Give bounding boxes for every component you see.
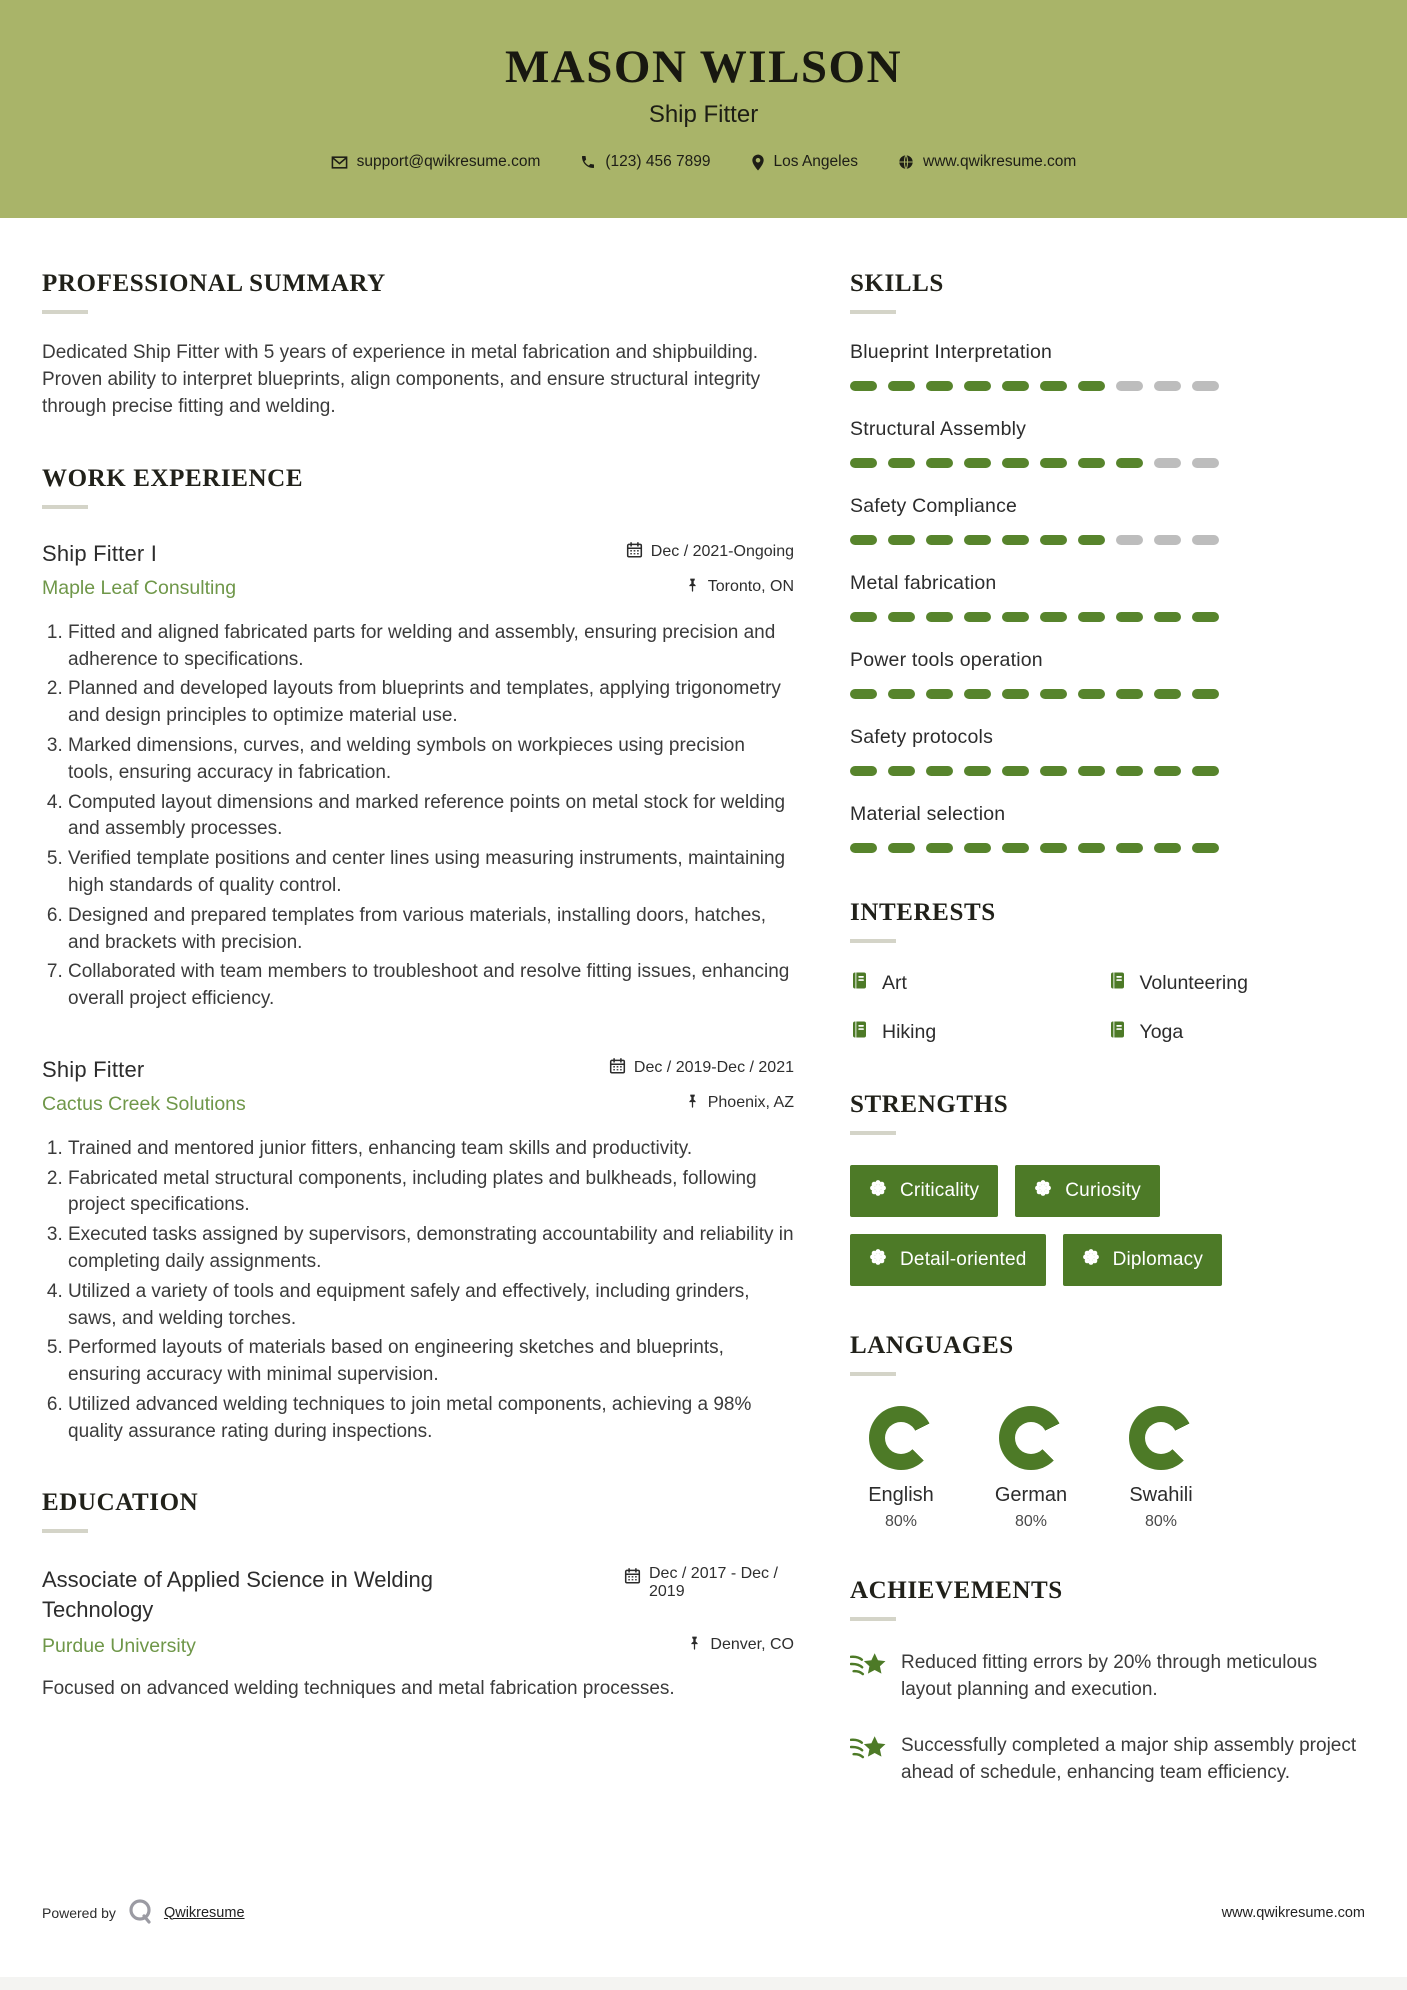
skill-level-dash	[964, 535, 991, 545]
powered-by	[42, 1897, 245, 1928]
job-date	[626, 541, 794, 563]
skill-level-dash	[1040, 458, 1067, 468]
shooting-star-icon	[850, 1732, 887, 1765]
job-title: Ship Fitter	[42, 1056, 145, 1082]
languages-heading: LANGUAGES	[850, 1332, 1014, 1359]
heading-underline	[850, 1617, 896, 1621]
job-bullet: 5. Performed layouts of materials based on engineering sketches and blueprints, ensuring accuracy with minimal supervision.	[68, 1335, 794, 1389]
skill-label: Blueprint Interpretation	[850, 341, 1053, 363]
skill-level-dash	[1078, 612, 1105, 622]
job-bullet: 3. Executed tasks assigned by supervisors, demonstrating accountability and reliability in completing daily assignments.	[68, 1222, 794, 1276]
skill-level-dash	[1116, 612, 1143, 622]
book-icon	[850, 971, 869, 996]
skill-level-dash	[1078, 843, 1105, 853]
skill-level-dash	[850, 766, 877, 776]
job-entry	[42, 1057, 794, 1446]
skill-level-dash	[1002, 458, 1029, 468]
contact-phone-text: (123) 456 7899	[605, 153, 711, 170]
skill-level-dash	[964, 766, 991, 776]
job-bullet: 2. Planned and developed layouts from blueprints and templates, applying trigonometry and design principles to optimize material use.	[68, 676, 794, 730]
qwikresume-logo-icon	[126, 1897, 154, 1928]
job-bullet: 3. Marked dimensions, curves, and welding symbols on workpieces using precision tools, ensuring accuracy in fabrication.	[68, 733, 794, 787]
flower-icon	[1082, 1248, 1100, 1272]
skill-level-dash	[850, 381, 877, 391]
language-percent: 80%	[884, 1513, 918, 1530]
skill-level-dash	[926, 766, 953, 776]
job-bullet: 1. Fitted and aligned fabricated parts for welding and assembly, ensuring precision and adherence to specifications.	[68, 620, 794, 674]
skill-label: Structural Assembly	[850, 418, 1027, 440]
skill-level-bar	[850, 612, 1365, 622]
achievements-heading: ACHIEVEMENTS	[850, 1577, 1063, 1604]
skill-level-dash	[888, 458, 915, 468]
job-bullet: 5. Verified template positions and center lines using measuring instruments, maintaining high standards of quality control.	[68, 846, 794, 900]
education-location-text: Denver, CO	[710, 1636, 794, 1654]
interest-label: Art	[882, 972, 907, 994]
flower-icon	[869, 1179, 887, 1203]
header	[0, 0, 1407, 218]
skill-label: Safety protocols	[850, 726, 994, 748]
skill-level-bar	[850, 766, 1365, 776]
skill-level-dash	[888, 381, 915, 391]
skill-level-dash	[1078, 535, 1105, 545]
skill-level-dash	[1192, 612, 1219, 622]
skill-level-bar	[850, 843, 1365, 853]
skill-level-dash	[964, 381, 991, 391]
skill-level-dash	[1192, 766, 1219, 776]
skill-item	[850, 341, 1365, 391]
person-name: MASON WILSON	[504, 41, 903, 93]
book-icon	[1108, 1020, 1127, 1045]
language-item	[1110, 1406, 1212, 1531]
job-company: Maple Leaf Consulting	[42, 576, 237, 599]
content	[0, 270, 1407, 1786]
skill-level-dash	[1002, 843, 1029, 853]
heading-underline	[850, 310, 896, 314]
contact-location	[751, 153, 858, 171]
skill-level-dash	[964, 612, 991, 622]
skill-level-bar	[850, 535, 1365, 545]
skill-label: Power tools operation	[850, 649, 1043, 671]
calendar-icon	[624, 1565, 641, 1589]
calendar-icon	[609, 1057, 626, 1079]
skill-level-dash	[850, 458, 877, 468]
skill-level-dash	[1040, 843, 1067, 853]
skill-level-dash	[1192, 458, 1219, 468]
interests-grid	[850, 971, 1365, 1045]
email-icon	[331, 154, 348, 171]
job-date-text: Dec / 2019-Dec / 2021	[633, 1058, 794, 1076]
skill-level-dash	[1002, 689, 1029, 699]
skill-level-dash	[1116, 381, 1143, 391]
shooting-star-icon	[850, 1649, 887, 1682]
job-location-text: Phoenix, AZ	[707, 1094, 794, 1112]
education-heading: EDUCATION	[42, 1489, 199, 1517]
pushpin-icon	[687, 1635, 702, 1656]
skill-level-bar	[850, 689, 1365, 699]
skill-level-dash	[926, 689, 953, 699]
heading-underline	[42, 1529, 88, 1533]
strength-badge	[1063, 1234, 1223, 1286]
achievement-text: Successfully completed a major ship assembly project ahead of schedule, enhancing team efficiency.	[901, 1734, 1357, 1784]
education-entry	[42, 1565, 794, 1702]
contact-row	[0, 153, 1407, 171]
skill-level-dash	[1116, 766, 1143, 776]
person-job-title: Ship Fitter	[648, 101, 759, 128]
left-column	[42, 270, 794, 1786]
job-date	[609, 1057, 794, 1079]
skill-level-dash	[1078, 458, 1105, 468]
skill-level-dash	[1040, 535, 1067, 545]
skill-item	[850, 726, 1365, 776]
skill-item	[850, 495, 1365, 545]
strength-label: Detail-oriented	[900, 1249, 1027, 1270]
section-work-experience	[42, 465, 794, 1446]
interest-item	[1108, 1020, 1366, 1045]
language-name: Swahili	[1129, 1484, 1193, 1506]
language-progress-donut	[869, 1406, 933, 1470]
skill-level-dash	[1116, 843, 1143, 853]
flower-icon	[869, 1248, 887, 1272]
job-bullet: 1. Trained and mentored junior fitters, enhancing team skills and productivity.	[68, 1136, 794, 1163]
skill-level-dash	[1192, 843, 1219, 853]
contact-email-text: support@qwikresume.com	[356, 153, 541, 170]
skill-level-dash	[1002, 612, 1029, 622]
skill-label: Material selection	[850, 803, 1006, 825]
phone-icon	[580, 154, 596, 170]
contact-location-text: Los Angeles	[773, 153, 858, 170]
skill-level-bar	[850, 381, 1365, 391]
skill-level-dash	[1154, 689, 1181, 699]
heading-underline	[850, 1131, 896, 1135]
skill-level-dash	[1002, 535, 1029, 545]
interest-item	[850, 971, 1108, 996]
book-icon	[1108, 971, 1127, 996]
skill-level-dash	[850, 612, 877, 622]
section-interests	[850, 899, 1365, 1045]
skill-level-dash	[1192, 535, 1219, 545]
strength-label: Curiosity	[1065, 1180, 1141, 1201]
skill-level-dash	[1154, 381, 1181, 391]
degree-title: Associate of Applied Science in Welding Technology	[42, 1567, 433, 1623]
job-bullet: 4. Computed layout dimensions and marked reference points on metal stock for welding and assembly processes.	[68, 790, 794, 844]
job-company: Cactus Creek Solutions	[42, 1092, 246, 1115]
job-bullet: 2. Fabricated metal structural components, including plates and bulkheads, following project specifications.	[68, 1166, 794, 1220]
job-location	[685, 577, 794, 598]
skill-level-dash	[926, 381, 953, 391]
skill-label: Metal fabrication	[850, 572, 997, 594]
summary-heading: PROFESSIONAL SUMMARY	[42, 270, 386, 297]
school-name: Purdue University	[42, 1634, 196, 1657]
skill-level-dash	[926, 843, 953, 853]
skill-level-dash	[926, 535, 953, 545]
skill-level-dash	[888, 612, 915, 622]
skill-level-dash	[1040, 766, 1067, 776]
language-item	[980, 1406, 1082, 1531]
skill-level-bar	[850, 458, 1365, 468]
skill-level-dash	[1154, 535, 1181, 545]
section-professional-summary	[42, 270, 794, 421]
strengths-heading: STRENGTHS	[850, 1091, 1009, 1118]
skill-level-dash	[1040, 381, 1067, 391]
section-education	[42, 1489, 794, 1702]
globe-icon	[898, 154, 914, 170]
education-date-text: Dec / 2017 - Dec / 2019	[649, 1565, 778, 1601]
achievement-item	[850, 1649, 1365, 1704]
heading-underline	[42, 505, 88, 509]
skill-level-dash	[888, 535, 915, 545]
achievement-text: Reduced fitting errors by 20% through meticulous layout planning and execution.	[901, 1652, 1318, 1701]
section-skills	[850, 270, 1365, 853]
skill-level-dash	[1002, 381, 1029, 391]
job-date-text: Dec / 2021-Ongoing	[650, 542, 794, 560]
job-bullet: 4. Utilized a variety of tools and equipment safely and effectively, including grinders, saws, and welding torches.	[68, 1279, 794, 1333]
skill-item	[850, 803, 1365, 853]
skill-level-dash	[1192, 381, 1219, 391]
job-bullet: 6. Designed and prepared templates from various materials, installing doors, hatches, and brackets with precision.	[68, 903, 794, 957]
skill-level-dash	[964, 458, 991, 468]
skill-level-dash	[888, 766, 915, 776]
experience-heading: WORK EXPERIENCE	[42, 464, 304, 492]
language-progress-donut	[999, 1406, 1063, 1470]
footer	[42, 1897, 1365, 1928]
job-bullet: 7. Collaborated with team members to troubleshoot and resolve fitting issues, enhancing overall project efficiency.	[68, 959, 794, 1013]
job-title: Ship Fitter I	[42, 540, 158, 566]
strength-label: Diplomacy	[1112, 1249, 1204, 1270]
skill-level-dash	[926, 458, 953, 468]
job-location-text: Toronto, ON	[707, 578, 794, 596]
interest-label: Hiking	[882, 1021, 937, 1043]
skill-item	[850, 649, 1365, 699]
skill-level-dash	[1040, 612, 1067, 622]
skill-level-dash	[1078, 381, 1105, 391]
strength-badges	[850, 1165, 1365, 1286]
right-column	[850, 270, 1365, 1786]
skill-level-dash	[1154, 843, 1181, 853]
job-location	[685, 1093, 794, 1114]
language-percent: 80%	[1014, 1513, 1048, 1530]
languages-list	[850, 1406, 1365, 1531]
skill-level-dash	[1154, 766, 1181, 776]
pushpin-icon	[685, 577, 700, 598]
skill-level-dash	[964, 689, 991, 699]
language-progress-donut	[1129, 1406, 1193, 1470]
education-location	[687, 1635, 794, 1656]
contact-email	[331, 153, 541, 171]
skill-level-dash	[850, 689, 877, 699]
skill-level-dash	[964, 843, 991, 853]
language-percent: 80%	[1144, 1513, 1178, 1530]
strength-label: Criticality	[900, 1180, 980, 1201]
interest-label: Yoga	[1139, 1021, 1184, 1043]
skill-level-dash	[1002, 766, 1029, 776]
calendar-icon	[626, 541, 643, 563]
skill-level-dash	[1154, 458, 1181, 468]
language-item	[850, 1406, 952, 1531]
section-strengths	[850, 1091, 1365, 1286]
job-bullet-list	[42, 1136, 794, 1446]
contact-website	[898, 153, 1076, 171]
skill-level-dash	[888, 843, 915, 853]
skill-level-dash	[1078, 689, 1105, 699]
heading-underline	[850, 939, 896, 943]
job-bullet: 6. Utilized advanced welding techniques to join metal components, achieving a 98% quality assurance rating during inspections.	[68, 1392, 794, 1446]
location-icon	[751, 154, 765, 171]
skill-level-dash	[1192, 689, 1219, 699]
interest-label: Volunteering	[1139, 972, 1248, 994]
contact-phone	[580, 153, 710, 171]
heading-underline	[850, 1372, 896, 1376]
section-languages	[850, 1332, 1365, 1531]
skill-level-dash	[888, 689, 915, 699]
skill-level-dash	[1116, 535, 1143, 545]
contact-website-text: www.qwikresume.com	[923, 153, 1077, 170]
language-name: English	[868, 1484, 934, 1506]
skill-level-dash	[926, 612, 953, 622]
interest-item	[1108, 971, 1366, 996]
book-icon	[850, 1020, 869, 1045]
skill-level-dash	[1116, 458, 1143, 468]
footer-url: www.qwikresume.com	[1221, 1904, 1365, 1921]
qwikresume-link[interactable]: Qwikresume	[163, 1904, 245, 1921]
pushpin-icon	[685, 1093, 700, 1114]
achievement-item	[850, 1732, 1365, 1787]
flower-icon	[1034, 1179, 1052, 1203]
strength-badge	[1015, 1165, 1160, 1217]
skill-level-dash	[1078, 766, 1105, 776]
skill-item	[850, 572, 1365, 622]
strength-badge	[850, 1165, 998, 1217]
skill-label: Safety Compliance	[850, 495, 1018, 517]
education-date	[624, 1565, 794, 1601]
education-description: Focused on advanced welding techniques and metal fabrication processes.	[42, 1677, 675, 1699]
heading-underline	[42, 310, 88, 314]
skill-level-dash	[1040, 689, 1067, 699]
job-entry	[42, 541, 794, 1013]
job-bullet-list	[42, 620, 794, 1013]
bottom-strip	[0, 1977, 1407, 1990]
skill-level-dash	[850, 535, 877, 545]
skill-item	[850, 418, 1365, 468]
skill-level-dash	[1154, 612, 1181, 622]
interests-heading: INTERESTS	[850, 899, 996, 926]
powered-by-text: Powered by	[42, 1904, 116, 1921]
section-achievements	[850, 1577, 1365, 1786]
summary-text: Dedicated Ship Fitter with 5 years of experience in metal fabrication and shipbuilding. Proven ability to interpret blueprints, align components, and ensure structural integrity through precise fitting and welding.	[42, 342, 761, 417]
skill-level-dash	[850, 843, 877, 853]
language-name: German	[994, 1484, 1068, 1506]
skills-heading: SKILLS	[850, 270, 944, 297]
interest-item	[850, 1020, 1108, 1045]
strength-badge	[850, 1234, 1046, 1286]
skill-level-dash	[1116, 689, 1143, 699]
